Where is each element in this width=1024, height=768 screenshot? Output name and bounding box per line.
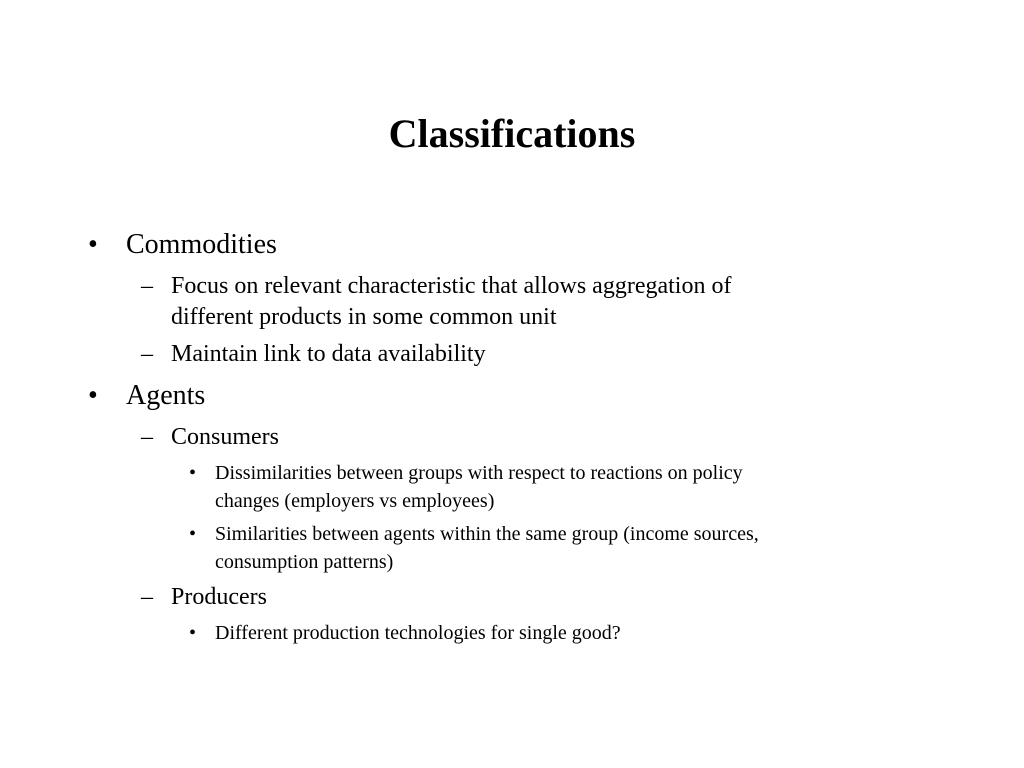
consumer-item-dissimilarities-line1: Dissimilarities between groups with respect to reactions on policy [215, 462, 743, 484]
bullet-marker: • [88, 380, 98, 411]
consumer-item-similarities-line2: consumption patterns) [215, 551, 394, 573]
sub-item-maintain-link: Maintain link to data availability [171, 341, 486, 367]
sub-item-focus-line1: Focus on relevant characteristic that allows aggregation of [171, 273, 732, 299]
small-bullet-marker: • [189, 462, 197, 484]
sub-item-producers: Producers [171, 584, 267, 610]
bullet-marker: • [88, 229, 98, 260]
dash-marker: – [141, 273, 153, 299]
producer-item-technologies: Different production technologies for single good? [215, 622, 621, 644]
consumer-item-similarities-line1: Similarities between agents within the same group (income sources, [215, 523, 759, 545]
sub-item-consumers: Consumers [171, 424, 279, 450]
slide-title: Classifications [388, 111, 636, 156]
small-bullet-marker: • [189, 622, 197, 644]
bullet-commodities: Commodities [126, 229, 277, 260]
dash-marker: – [141, 584, 153, 610]
small-bullet-marker: • [189, 523, 197, 545]
dash-marker: – [141, 341, 153, 367]
dash-marker: – [141, 424, 153, 450]
sub-item-focus-line2: different products in some common unit [171, 304, 557, 330]
bullet-agents: Agents [126, 380, 206, 411]
consumer-item-dissimilarities-line2: changes (employers vs employees) [215, 490, 495, 512]
